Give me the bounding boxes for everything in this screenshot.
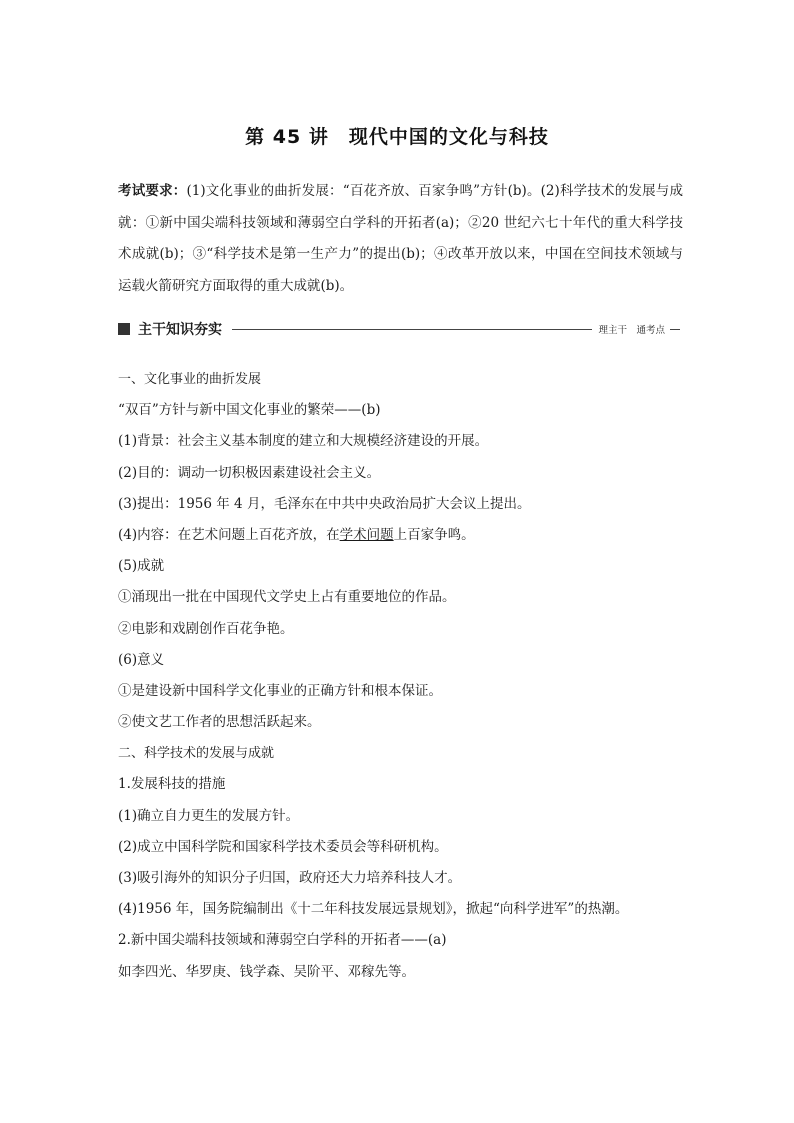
section-header — [118, 318, 680, 340]
paragraph-line: ①涌现出一批在中国现代文学史上占有重要地位的作品。 — [118, 589, 456, 606]
exam-requirements — [118, 176, 683, 302]
content-text-b: 上百家争鸣。 — [393, 526, 475, 543]
paragraph-line: (1)背景：社会主义基本制度的建立和大规模经济建设的开展。 — [118, 433, 489, 450]
content-body — [118, 364, 683, 988]
underlined-term: 学术问题 — [339, 526, 394, 543]
section-square-icon — [118, 323, 130, 335]
paragraph-line: (4)1956 年，国务院编制出《十二年科技发展远景规划》，掀起“向科学进军”的热潮。 — [118, 901, 629, 918]
requirements-text: (1)文化事业的曲折发展：“百花齐放、百家争鸣”方针(b)。(2)科学技术的发展与成就：①新中国尖端科技领域和薄弱空白学科的开拓者(a)；②20 世纪六七十年代的重大科学技术成就(b)；③“科学技术是第一生产力”的提出(b)；④改革开放以来，中国在空间技术领域与运载火箭研究方面取得的重大成就(b)。 — [118, 183, 684, 294]
page-title: 第 45 讲 现代中国的文化与科技 — [245, 126, 549, 148]
paragraph-line: (3)提出：1956 年 4 月，毛泽东在中共中央政治局扩大会议上提出。 — [118, 495, 531, 512]
paragraph-line: (2)目的：调动一切积极因素建设社会主义。 — [118, 464, 381, 481]
requirements-label: 考试要求： — [118, 183, 187, 199]
paragraph-line: (6)意义 — [118, 651, 165, 668]
section-divider — [232, 329, 592, 330]
heading-science: 二、科学技术的发展与成就 — [118, 746, 275, 762]
paragraph-line: (2)成立中国科学院和国家科学技术委员会等科研机构。 — [118, 838, 448, 855]
paragraph-line: (3)吸引海外的知识分子归国，政府还大力培养科技人才。 — [118, 870, 462, 886]
paragraph-line-content — [118, 520, 683, 551]
paragraph-line: (1)确立自力更生的发展方针。 — [118, 807, 300, 824]
section-title: 主干知识夯实 — [138, 322, 222, 338]
subheading-pioneers: 2.新中国尖端科技领域和薄弱空白学科的开拓者——(a) — [118, 932, 447, 949]
paragraph-line: (5)成就 — [118, 558, 165, 575]
section-divider-tail — [670, 329, 680, 330]
paragraph-line: 如李四光、华罗庚、钱学森、吴阶平、邓稼先等。 — [118, 963, 415, 980]
heading-culture: 一、文化事业的曲折发展 — [118, 372, 262, 387]
subheading-double-hundred: “双百”方针与新中国文化事业的繁荣——(b) — [118, 402, 381, 419]
paragraph-line: ②使文艺工作者的思想活跃起来。 — [118, 714, 321, 731]
section-right-label: 理主干 通考点 — [598, 325, 665, 336]
subheading-measures: 1.发展科技的措施 — [118, 776, 226, 793]
paragraph-line: ②电影和戏剧创作百花争艳。 — [118, 620, 294, 637]
paragraph-line: ①是建设新中国科学文化事业的正确方针和根本保证。 — [118, 682, 442, 699]
content-text-a: (4)内容：在艺术问题上百花齐放，在 — [118, 526, 340, 543]
